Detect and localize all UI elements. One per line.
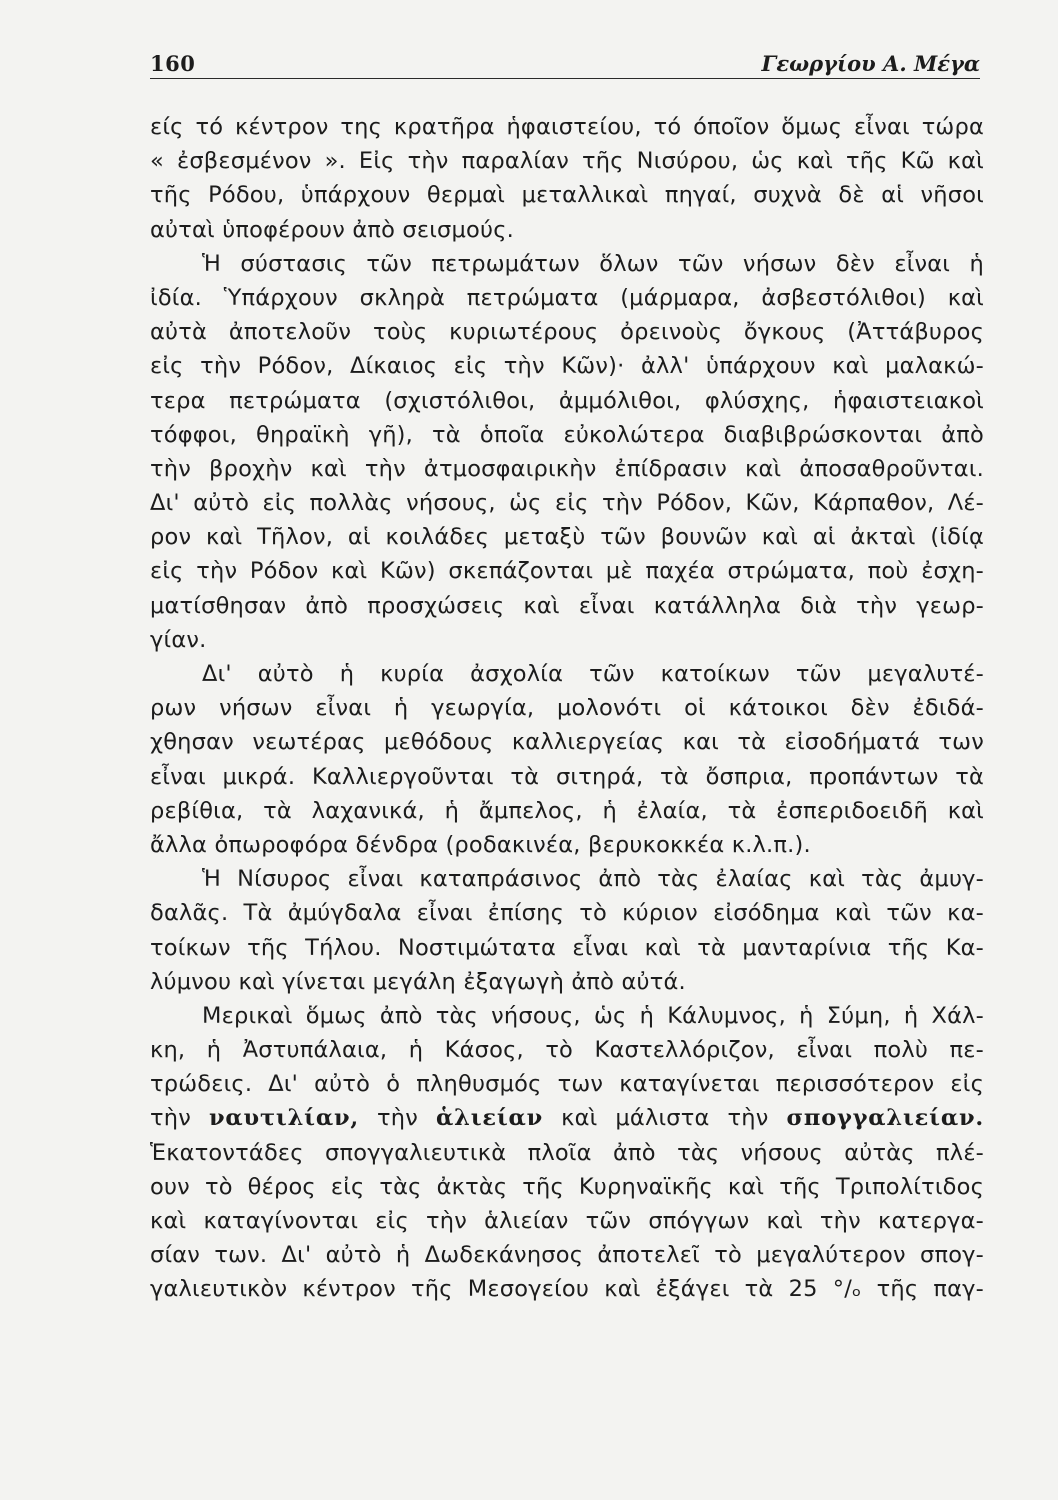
bold-term-sponge-fishing: σπογγαλιείαν. (786, 1105, 985, 1132)
text-line: ἄλλα ὀπωροφόρα δένδρα (ροδακινέα, βερυκοκκέα κ.λ.π.). (150, 831, 811, 858)
text-line: Δι' αὐτὸ ἡ κυρία ἀσχολία τῶν κατοίκων τῶν μεγαλυτέ- (202, 661, 984, 687)
page-number: 160 (150, 51, 196, 76)
text-line: γίαν. (150, 626, 207, 653)
text-line: δαλᾶς. Τὰ ἀμύγδαλα εἶναι ἐπίσης τὸ κύριον εἰσόδημα καὶ τῶν κα- (150, 900, 984, 927)
text-line: τὴν βροχὴν καὶ τὴν ἀτμοσφαιρικὴν ἐπίδρασιν καὶ ἀποσαθροῦνται. (150, 455, 984, 482)
text-line: λύμνου καὶ γίνεται μεγάλη ἐξαγωγὴ ἀπὸ αὐτά. (150, 968, 686, 995)
text-line: χθησαν νεωτέρας μεθόδους καλλιεργείας και τὰ εἰσοδήματά των (150, 729, 984, 756)
text-line: τῆς Ρόδου, ὑπάρχουν θερμαὶ μεταλλικαὶ πηγαί, συχνὰ δὲ αἱ νῆσοι (150, 182, 984, 209)
text-line: ἰδία. Ὑπάρχουν σκληρὰ πετρώματα (μάρμαρα, ἀσβεστόλιθοι) καὶ (150, 284, 984, 311)
text-line: « ἐσβεσμένον ». Εἰς τὴν παραλίαν τῆς Νισύρου, ὡς καὶ τῆς Κῶ καὶ (150, 148, 984, 175)
text-line: Δι' αὐτὸ εἰς πολλὰς νήσους, ὡς εἰς τὴν Ρόδον, Κῶν, Κάρπαθον, Λέ- (150, 490, 984, 517)
body-text (150, 110, 984, 1307)
text-line: ρον καὶ Τῆλον, αἱ κοιλάδες μεταξὺ τῶν βουνῶν καὶ αἱ ἀκταὶ (ἰδίᾳ (150, 524, 984, 551)
bold-term-fishing: ἁλιείαν (436, 1105, 544, 1132)
text-line: εἶναι μικρά. Καλλιεργοῦνται τὰ σιτηρά, τὰ ὄσπρια, προπάντων τὰ (150, 763, 984, 790)
text-line: ρεβίθια, τὰ λαχανικά, ἡ ἄμπελος, ἡ ἐλαία, τὰ ἐσπεριδοειδῆ καὶ (150, 797, 984, 824)
text-line: τερα πετρώματα (σχιστόλιθοι, ἀμμόλιθοι, φλύσχης, ἡφαιστειακοὶ (150, 387, 984, 414)
text-line: κη, ἡ Ἀστυπάλαια, ἡ Κάσος, τὸ Καστελλόριζον, εἶναι πολὺ πε- (150, 1037, 984, 1064)
text-line: τόφφοι, θηραϊκὴ γῆ), τὰ ὁποῖα εὐκολώτερα διαβιβρώσκονται ἀπὸ (150, 421, 984, 448)
text-line: ουν τὸ θέρος εἰς τὰς ἀκτὰς τῆς Κυρηναϊκῆς καὶ τῆς Τριπολίτιδος (150, 1173, 984, 1200)
text-line: ματίσθησαν ἀπὸ προσχώσεις καὶ εἶναι κατάλληλα διὰ τὴν γεωρ- (150, 592, 984, 619)
text-line: σίαν των. Δι' αὐτὸ ἡ Δωδεκάνησος ἀποτελεῖ τὸ μεγαλύτερον σπογ- (150, 1242, 984, 1269)
text-line: ρων νήσων εἶναι ἡ γεωργία, μολονότι οἱ κάτοικοι δὲν ἐδιδά- (150, 695, 984, 722)
text-line: αὐταὶ ὑποφέρουν ἀπὸ σεισμούς. (150, 216, 514, 243)
text-line: τρώδεις. Δι' αὐτὸ ὁ πληθυσμός των καταγίνεται περισσότερον εἰς (150, 1071, 984, 1098)
running-title: Γεωργίου Α. Μέγα (761, 51, 980, 76)
text-line: γαλιευτικὸν κέντρον τῆς Μεσογείου καὶ ἐξάγει τὰ 25 °/ₒ τῆς παγ- (150, 1276, 984, 1303)
text-line: αὐτὰ ἀποτελοῦν τοὺς κυριωτέρους ὀρεινοὺς ὄγκους (Ἀττάβυρος (150, 319, 984, 346)
text-line: Ἡ Νίσυρος εἶναι καταπράσινος ἀπὸ τὰς ἐλαίας καὶ τὰς ἀμυγ- (202, 866, 984, 893)
text-line: Μερικαὶ ὅμως ἀπὸ τὰς νήσους, ὡς ἡ Κάλυμνος, ἡ Σύμη, ἡ Χάλ- (202, 1002, 984, 1029)
text-fragment: καὶ μάλιστα τὴν (561, 1105, 769, 1132)
text-line-emphasis (150, 1101, 984, 1135)
text-line: Ἑκατοντάδες σπογγαλιευτικὰ πλοῖα ἀπὸ τὰς νήσους αὐτὰς πλέ- (150, 1139, 984, 1166)
text-line: τοίκων τῆς Τήλου. Νοστιμώτατα εἶναι καὶ τὰ μανταρίνια τῆς Κα- (150, 934, 984, 961)
bold-term-navigation: ναυτιλίαν, (209, 1105, 359, 1132)
text-line: καὶ καταγίνονται εἰς τὴν ἁλιείαν τῶν σπόγγων καὶ τὴν κατεργα- (150, 1208, 984, 1234)
text-line: Ἡ σύστασις τῶν πετρωμάτων ὅλων τῶν νήσων δὲν εἶναι ἡ (202, 250, 984, 277)
text-line: εἰς τὴν Ρόδον, Δίκαιος εἰς τὴν Κῶν)· ἀλλ' ὑπάρχουν καὶ μαλακώ- (150, 353, 984, 380)
text-fragment: τὴν (150, 1105, 191, 1132)
text-line: εἰς τὴν Ρόδον καὶ Κῶν) σκεπάζονται μὲ παχέα στρώματα, ποὺ ἐσχη- (150, 558, 984, 585)
text-fragment: τὴν (377, 1105, 418, 1132)
page-header (150, 38, 980, 79)
text-line: είς τό κέντρον της κρατῆρα ἡφαιστείου, τό όποῖον ὅμως εἶναι τώρα (150, 114, 984, 140)
